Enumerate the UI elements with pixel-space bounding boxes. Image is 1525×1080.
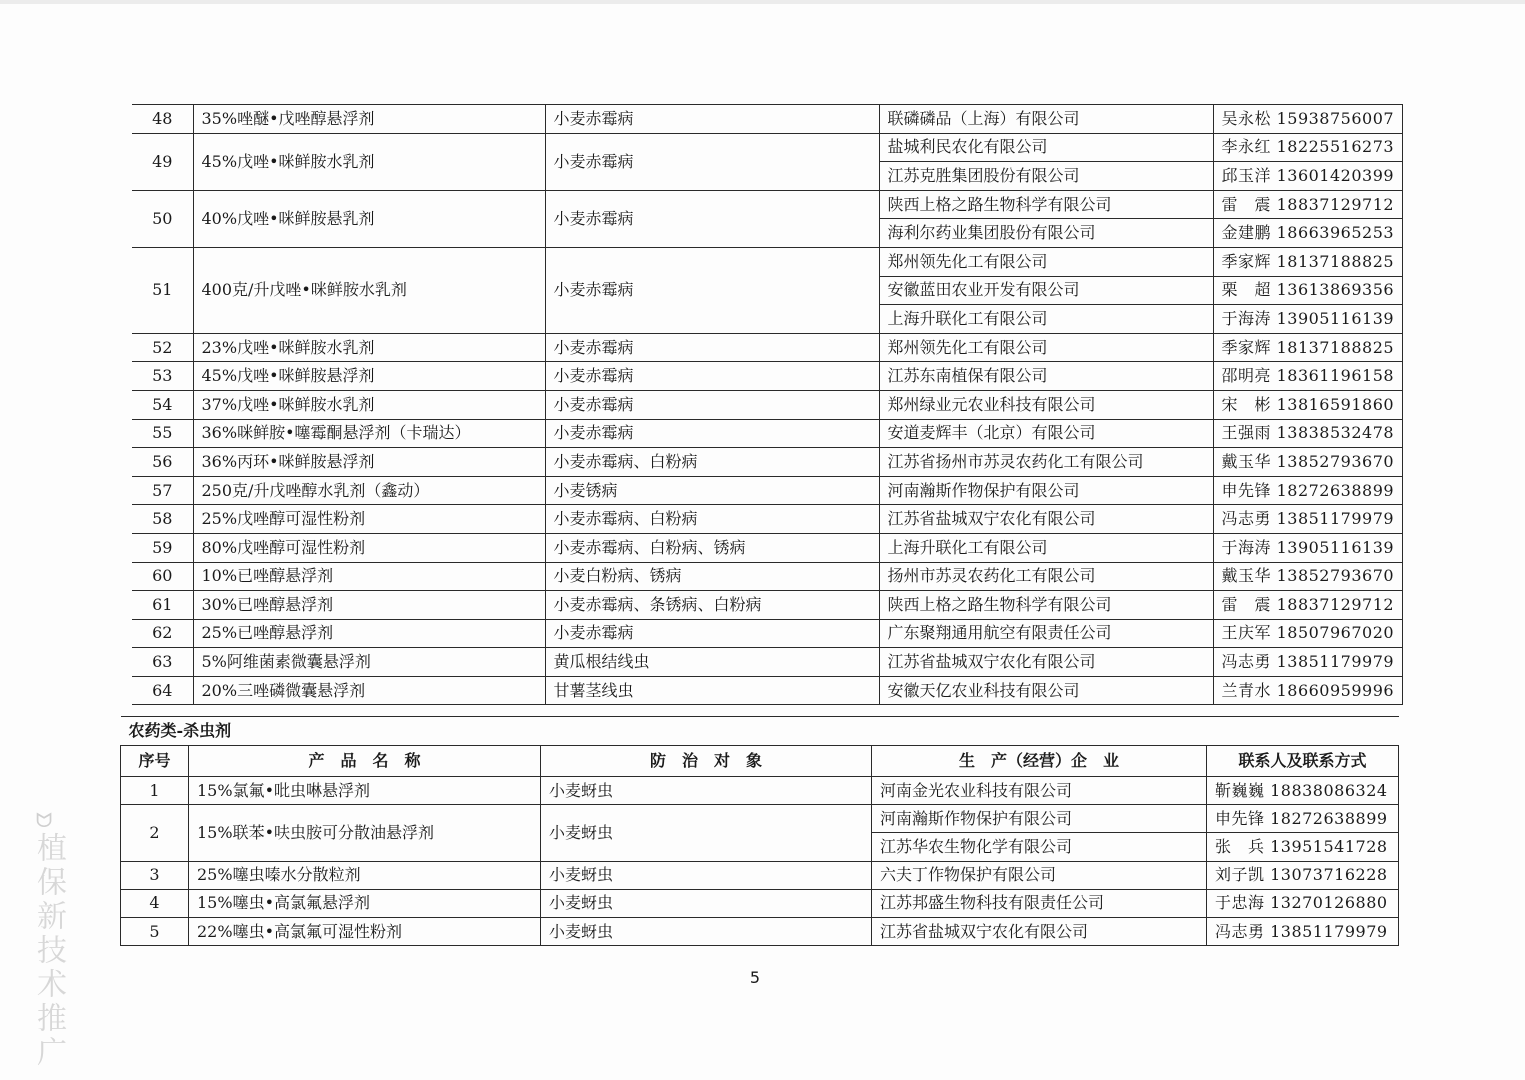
row-number: 53 bbox=[132, 362, 193, 391]
section-title: 农药类-杀虫剂 bbox=[121, 717, 1399, 746]
row-number: 48 bbox=[132, 105, 193, 134]
control-target: 小麦蚜虫 bbox=[541, 777, 872, 805]
company-name: 广东聚翔通用航空有限责任公司 bbox=[879, 619, 1213, 648]
page-top-edge bbox=[0, 0, 1525, 4]
contact-info: 于海涛 13905116139 bbox=[1213, 533, 1403, 562]
row-number: 2 bbox=[121, 805, 189, 861]
row-number: 5 bbox=[121, 917, 189, 945]
table-row bbox=[121, 777, 1399, 805]
contact-info: 宋 彬 13816591860 bbox=[1213, 390, 1403, 419]
product-name: 36%丙环•咪鲜胺悬浮剂 bbox=[193, 448, 545, 477]
fungicide-table bbox=[132, 104, 1403, 705]
table-row bbox=[132, 505, 1403, 534]
table-row bbox=[132, 533, 1403, 562]
row-number: 50 bbox=[132, 190, 193, 247]
control-target: 小麦赤霉病 bbox=[545, 105, 879, 134]
contact-info: 金建鹏 18663965253 bbox=[1213, 219, 1403, 248]
row-number: 4 bbox=[121, 889, 189, 917]
control-target: 甘薯茎线虫 bbox=[545, 676, 879, 705]
insecticide-table bbox=[120, 716, 1399, 946]
fungicide-table-body bbox=[132, 105, 1403, 705]
table-row bbox=[132, 448, 1403, 477]
company-name: 江苏省盐城双宁农化有限公司 bbox=[879, 648, 1213, 677]
product-name: 30%已唑醇悬浮剂 bbox=[193, 591, 545, 620]
company-name: 陕西上格之路生物科学有限公司 bbox=[879, 190, 1213, 219]
contact-info: 戴玉华 13852793670 bbox=[1213, 562, 1403, 591]
table-row bbox=[132, 619, 1403, 648]
control-target: 小麦赤霉病、条锈病、白粉病 bbox=[545, 591, 879, 620]
header-no: 序号 bbox=[121, 746, 189, 777]
contact-info: 兰青水 18660959996 bbox=[1213, 676, 1403, 705]
table-row bbox=[132, 362, 1403, 391]
company-name: 安徽蓝田农业开发有限公司 bbox=[879, 276, 1213, 305]
control-target: 小麦蚜虫 bbox=[541, 805, 872, 861]
row-number: 61 bbox=[132, 591, 193, 620]
company-name: 陕西上格之路生物科学有限公司 bbox=[879, 591, 1213, 620]
contact-info: 戴玉华 13852793670 bbox=[1213, 448, 1403, 477]
control-target: 小麦赤霉病 bbox=[545, 133, 879, 190]
product-name: 5%阿维菌素微囊悬浮剂 bbox=[193, 648, 545, 677]
row-number: 54 bbox=[132, 390, 193, 419]
company-name: 江苏华农生物化学有限公司 bbox=[872, 833, 1207, 861]
insecticide-table-body bbox=[121, 717, 1399, 946]
contact-info: 雷 震 18837129712 bbox=[1213, 190, 1403, 219]
product-name: 36%咪鲜胺•噻霉酮悬浮剂（卡瑞达） bbox=[193, 419, 545, 448]
contact-info: 王庆军 18507967020 bbox=[1213, 619, 1403, 648]
company-name: 海利尔药业集团股份有限公司 bbox=[879, 219, 1213, 248]
row-number: 55 bbox=[132, 419, 193, 448]
row-number: 59 bbox=[132, 533, 193, 562]
row-number: 52 bbox=[132, 333, 193, 362]
table-row bbox=[132, 333, 1403, 362]
table-row bbox=[132, 105, 1403, 134]
header-company: 生 产（经营）企 业 bbox=[872, 746, 1207, 777]
control-target: 小麦赤霉病、白粉病 bbox=[545, 505, 879, 534]
product-name: 25%噻虫嗪水分散粒剂 bbox=[189, 861, 541, 889]
control-target: 小麦蚜虫 bbox=[541, 861, 872, 889]
contact-info: 冯志勇 13851179979 bbox=[1207, 917, 1399, 945]
contact-info: 吴永松 15938756007 bbox=[1213, 105, 1403, 134]
contact-info: 申先锋 18272638899 bbox=[1207, 805, 1399, 833]
company-name: 河南金光农业科技有限公司 bbox=[872, 777, 1207, 805]
control-target: 小麦蚜虫 bbox=[541, 917, 872, 945]
contact-info: 于海涛 13905116139 bbox=[1213, 305, 1403, 334]
contact-info: 刘子凯 13073716228 bbox=[1207, 861, 1399, 889]
control-target: 小麦赤霉病 bbox=[545, 190, 879, 247]
table-row bbox=[132, 591, 1403, 620]
product-name: 15%联苯•呋虫胺可分散油悬浮剂 bbox=[189, 805, 541, 861]
table-row bbox=[132, 133, 1403, 162]
contact-info: 申先锋 18272638899 bbox=[1213, 476, 1403, 505]
table-row bbox=[132, 190, 1403, 219]
control-target: 小麦蚜虫 bbox=[541, 889, 872, 917]
contact-info: 张 兵 13951541728 bbox=[1207, 833, 1399, 861]
control-target: 黄瓜根结线虫 bbox=[545, 648, 879, 677]
control-target: 小麦赤霉病 bbox=[545, 619, 879, 648]
company-name: 扬州市苏灵农药化工有限公司 bbox=[879, 562, 1213, 591]
company-name: 上海升联化工有限公司 bbox=[879, 533, 1213, 562]
product-name: 37%戊唑•咪鲜胺水乳剂 bbox=[193, 390, 545, 419]
company-name: 江苏省扬州市苏灵农药化工有限公司 bbox=[879, 448, 1213, 477]
product-name: 20%三唑磷微囊悬浮剂 bbox=[193, 676, 545, 705]
table-row bbox=[132, 562, 1403, 591]
contact-info: 靳巍巍 18838086324 bbox=[1207, 777, 1399, 805]
table-row bbox=[132, 676, 1403, 705]
product-name: 25%戊唑醇可湿性粉剂 bbox=[193, 505, 545, 534]
contact-info: 李永红 18225516273 bbox=[1213, 133, 1403, 162]
row-number: 60 bbox=[132, 562, 193, 591]
table-row bbox=[132, 419, 1403, 448]
company-name: 郑州领先化工有限公司 bbox=[879, 247, 1213, 276]
contact-info: 王强雨 13838532478 bbox=[1213, 419, 1403, 448]
table-row bbox=[121, 917, 1399, 945]
row-number: 1 bbox=[121, 777, 189, 805]
product-name: 15%噻虫•高氯氟悬浮剂 bbox=[189, 889, 541, 917]
watermark-text: 植保新技术推广 bbox=[31, 832, 66, 1070]
row-number: 51 bbox=[132, 247, 193, 333]
company-name: 江苏东南植保有限公司 bbox=[879, 362, 1213, 391]
company-name: 郑州绿业元农业科技有限公司 bbox=[879, 390, 1213, 419]
table-row bbox=[121, 889, 1399, 917]
page-number: 5 bbox=[749, 968, 761, 987]
contact-info: 冯志勇 13851179979 bbox=[1213, 648, 1403, 677]
control-target: 小麦赤霉病 bbox=[545, 419, 879, 448]
row-number: 49 bbox=[132, 133, 193, 190]
company-name: 江苏省盐城双宁农化有限公司 bbox=[872, 917, 1207, 945]
product-name: 400克/升戊唑•咪鲜胺水乳剂 bbox=[193, 247, 545, 333]
contact-info: 雷 震 18837129712 bbox=[1213, 591, 1403, 620]
control-target: 小麦锈病 bbox=[545, 476, 879, 505]
row-number: 58 bbox=[132, 505, 193, 534]
product-name: 80%戊唑醇可湿性粉剂 bbox=[193, 533, 545, 562]
contact-info: 季家辉 18137188825 bbox=[1213, 333, 1403, 362]
contact-info: 冯志勇 13851179979 bbox=[1213, 505, 1403, 534]
control-target: 小麦赤霉病 bbox=[545, 390, 879, 419]
header-target: 防 治 对 象 bbox=[541, 746, 872, 777]
header-contact: 联系人及联系方式 bbox=[1207, 746, 1399, 777]
table-row bbox=[132, 476, 1403, 505]
contact-info: 邱玉洋 13601420399 bbox=[1213, 162, 1403, 191]
product-name: 23%戊唑•咪鲜胺水乳剂 bbox=[193, 333, 545, 362]
company-name: 河南瀚斯作物保护有限公司 bbox=[872, 805, 1207, 833]
control-target: 小麦白粉病、锈病 bbox=[545, 562, 879, 591]
product-name: 10%已唑醇悬浮剂 bbox=[193, 562, 545, 591]
company-name: 上海升联化工有限公司 bbox=[879, 305, 1213, 334]
header-product: 产 品 名 称 bbox=[189, 746, 541, 777]
control-target: 小麦赤霉病 bbox=[545, 362, 879, 391]
product-name: 40%戊唑•咪鲜胺悬乳剂 bbox=[193, 190, 545, 247]
control-target: 小麦赤霉病、白粉病 bbox=[545, 448, 879, 477]
control-target: 小麦赤霉病 bbox=[545, 333, 879, 362]
company-name: 江苏邦盛生物科技有限责任公司 bbox=[872, 889, 1207, 917]
wechat-icon: ᗢ bbox=[35, 808, 53, 832]
company-name: 六夫丁作物保护有限公司 bbox=[872, 861, 1207, 889]
product-name: 15%氯氟•吡虫啉悬浮剂 bbox=[189, 777, 541, 805]
row-number: 3 bbox=[121, 861, 189, 889]
product-name: 250克/升戊唑醇水乳剂（鑫动） bbox=[193, 476, 545, 505]
company-name: 安道麦辉丰（北京）有限公司 bbox=[879, 419, 1213, 448]
company-name: 盐城利民农化有限公司 bbox=[879, 133, 1213, 162]
contact-info: 栗 超 13613869356 bbox=[1213, 276, 1403, 305]
table-row bbox=[132, 390, 1403, 419]
product-name: 35%唑醚•戊唑醇悬浮剂 bbox=[193, 105, 545, 134]
company-name: 河南瀚斯作物保护有限公司 bbox=[879, 476, 1213, 505]
table-row bbox=[132, 648, 1403, 677]
company-name: 郑州领先化工有限公司 bbox=[879, 333, 1213, 362]
contact-info: 季家辉 18137188825 bbox=[1213, 247, 1403, 276]
table-row bbox=[121, 861, 1399, 889]
header-row bbox=[121, 746, 1399, 777]
row-number: 56 bbox=[132, 448, 193, 477]
company-name: 安徽天亿农业科技有限公司 bbox=[879, 676, 1213, 705]
row-number: 62 bbox=[132, 619, 193, 648]
company-name: 联磷磷品（上海）有限公司 bbox=[879, 105, 1213, 134]
row-number: 57 bbox=[132, 476, 193, 505]
contact-info: 于忠海 13270126880 bbox=[1207, 889, 1399, 917]
contact-info: 邵明亮 18361196158 bbox=[1213, 362, 1403, 391]
product-name: 45%戊唑•咪鲜胺水乳剂 bbox=[193, 133, 545, 190]
product-name: 25%已唑醇悬浮剂 bbox=[193, 619, 545, 648]
company-name: 江苏克胜集团股份有限公司 bbox=[879, 162, 1213, 191]
table-row bbox=[132, 247, 1403, 276]
control-target: 小麦赤霉病、白粉病、锈病 bbox=[545, 533, 879, 562]
section-title-row bbox=[121, 717, 1399, 746]
row-number: 63 bbox=[132, 648, 193, 677]
control-target: 小麦赤霉病 bbox=[545, 247, 879, 333]
product-name: 22%噻虫•高氯氟可湿性粉剂 bbox=[189, 917, 541, 945]
table-row bbox=[121, 805, 1399, 833]
product-name: 45%戊唑•咪鲜胺悬浮剂 bbox=[193, 362, 545, 391]
row-number: 64 bbox=[132, 676, 193, 705]
company-name: 江苏省盐城双宁农化有限公司 bbox=[879, 505, 1213, 534]
watermark bbox=[22, 808, 66, 1070]
